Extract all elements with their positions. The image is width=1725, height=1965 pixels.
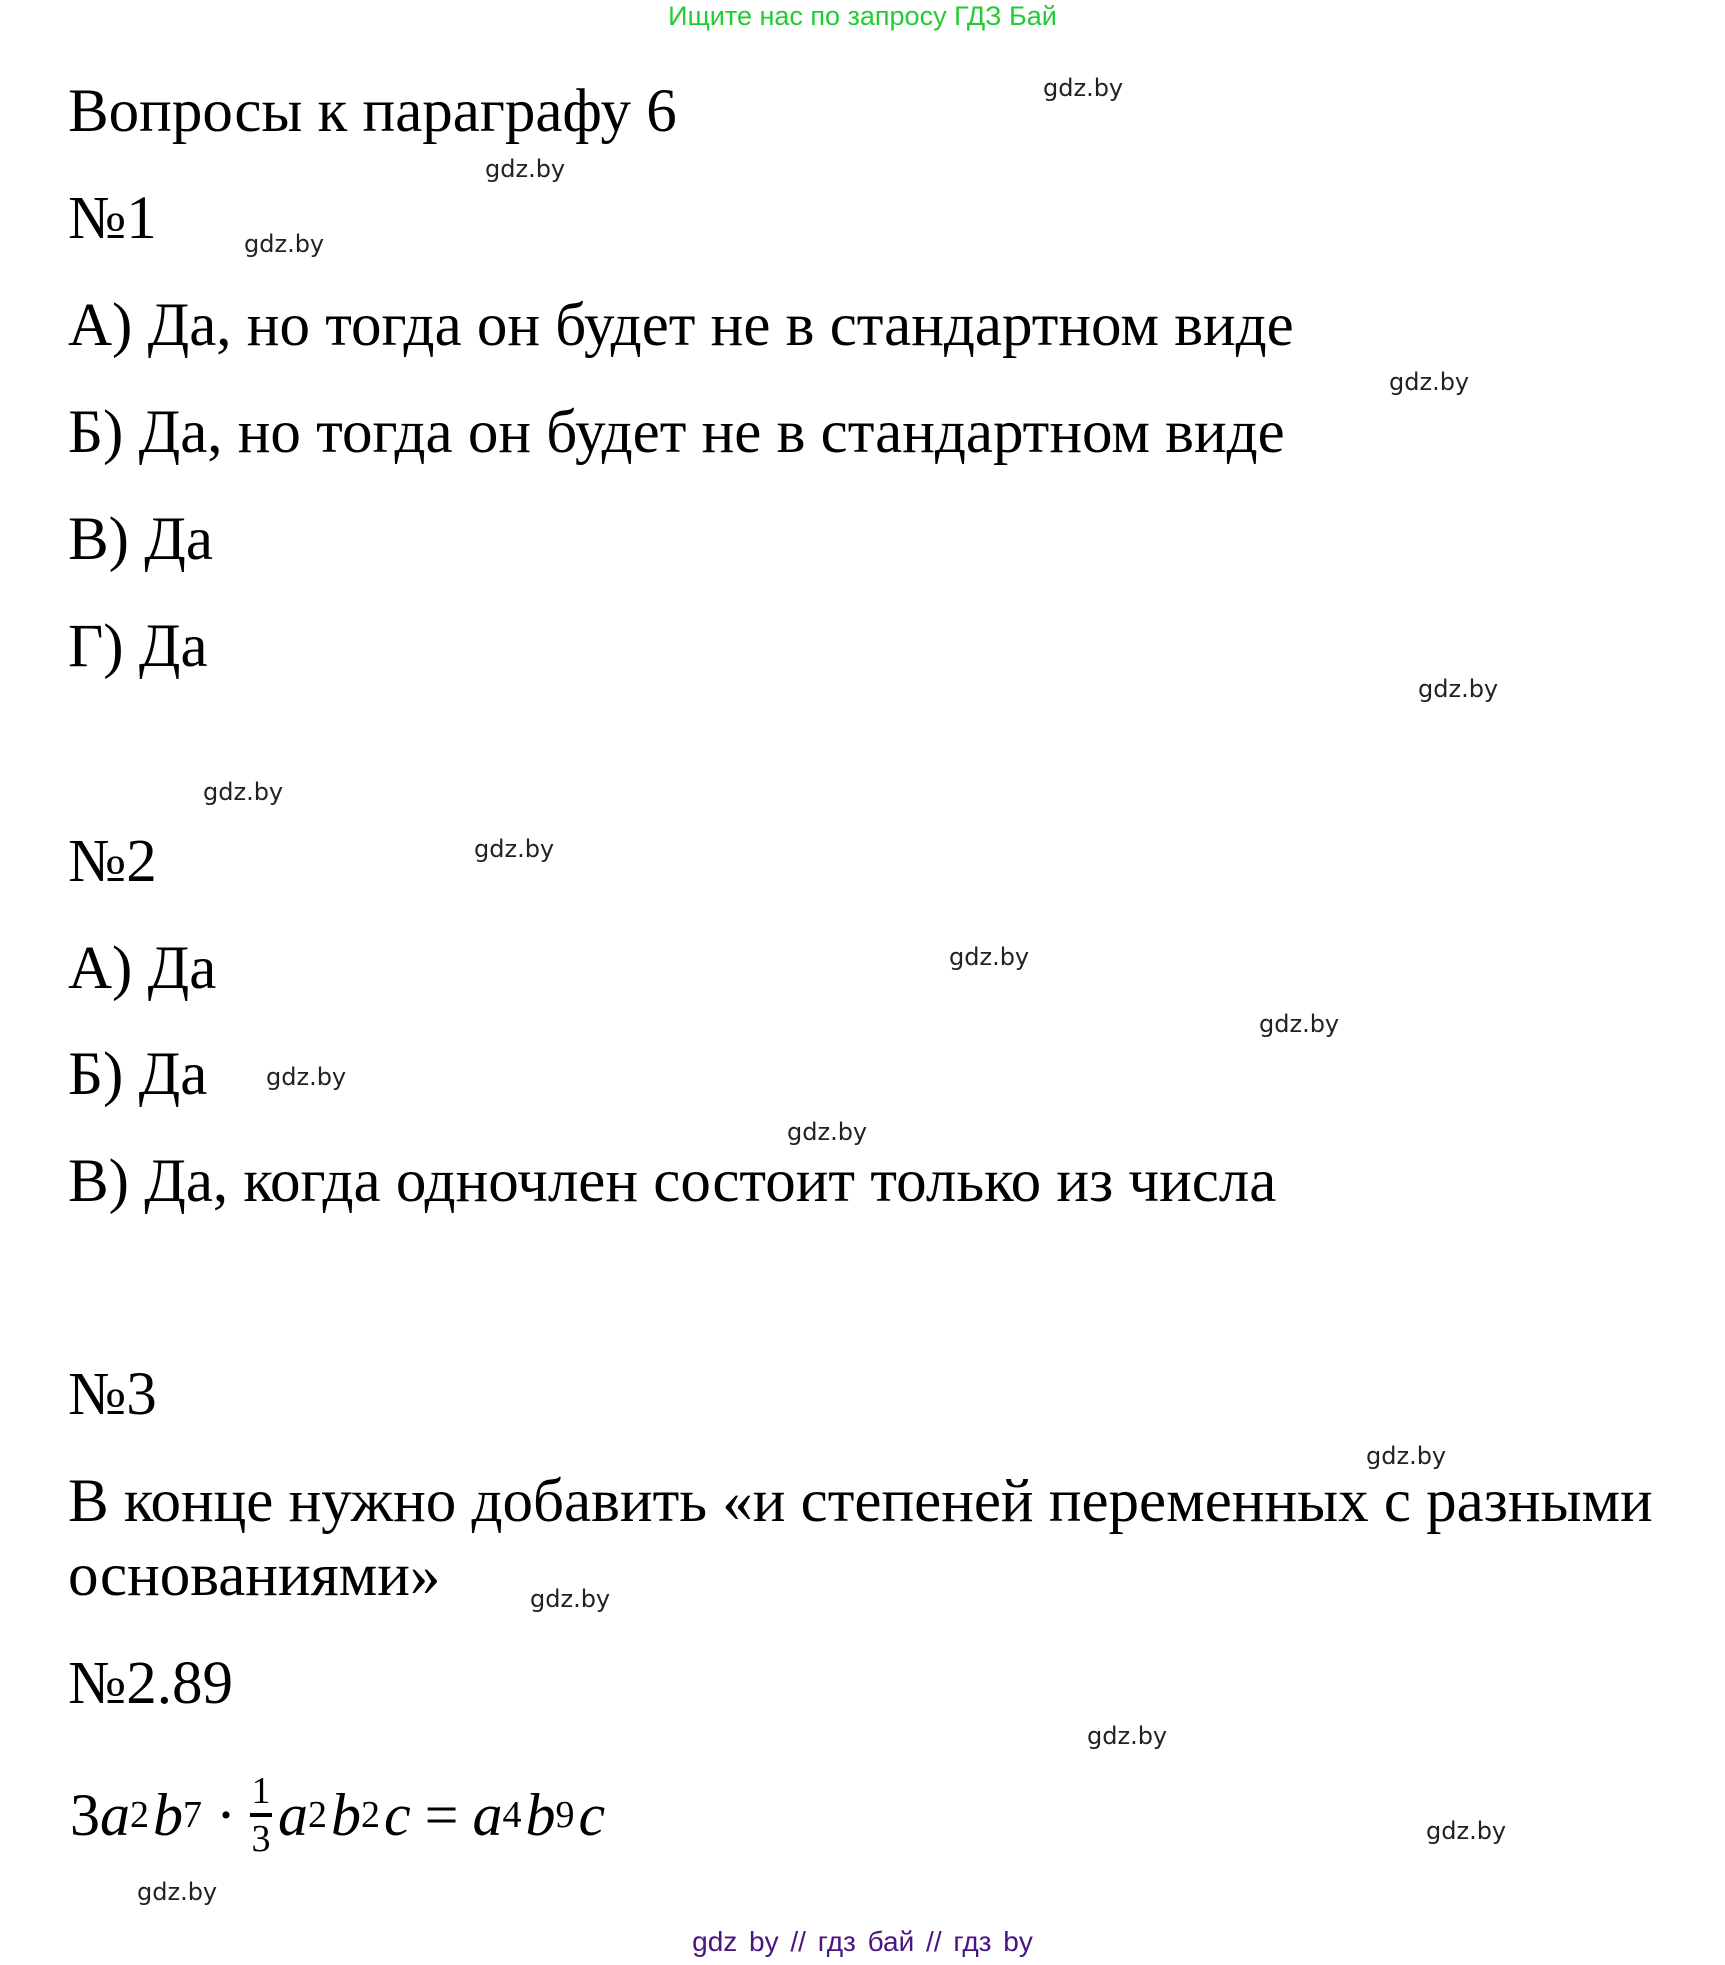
watermark: gdz.by	[949, 943, 1030, 971]
formula-fraction	[250, 1772, 272, 1858]
watermark: gdz.by	[266, 1063, 347, 1091]
formula-multiply-dot: ·	[216, 1781, 236, 1848]
exercise-2-89-formula: 3 a 2 b 7 · $\frac{1}{3}$ a 2 b 2 c = a 4 b 9 c	[70, 1770, 606, 1860]
question-3-text-line-2: основаниями»	[68, 1542, 441, 1609]
question-2-answer-a: А) Да	[68, 935, 217, 1002]
watermark: gdz.by	[1418, 675, 1499, 703]
question-2-answer-b: Б) Да	[68, 1041, 208, 1108]
formula-var-b: b	[330, 1781, 361, 1848]
formula-var-c: c	[383, 1781, 411, 1848]
question-1-answer-a: А) Да, но тогда он будет не в стандартном виде	[68, 292, 1294, 359]
formula-var-a: a	[472, 1781, 503, 1848]
watermark: gdz.by	[244, 230, 325, 258]
fraction-bar	[250, 1813, 272, 1817]
footer-links: gdz by // гдз бай // гдз by	[692, 1926, 1033, 1957]
fraction-numerator: 1	[251, 1770, 271, 1812]
formula-coefficient: 3	[70, 1781, 100, 1848]
watermark: gdz.by	[530, 1585, 611, 1613]
watermark: gdz.by	[1389, 368, 1470, 396]
formula-var-a: a	[100, 1781, 130, 1848]
question-2-heading: №2	[68, 828, 157, 895]
formula-var-c: c	[578, 1781, 606, 1848]
exercise-2-89-heading: №2.89	[68, 1650, 233, 1717]
question-1-heading: №1	[68, 185, 157, 252]
watermark: gdz.by	[137, 1878, 218, 1906]
watermark: gdz.by	[1366, 1442, 1447, 1470]
watermark: gdz.by	[485, 155, 566, 183]
page-title: Вопросы к параграфу 6	[68, 78, 677, 145]
formula-var-a: a	[277, 1781, 308, 1848]
formula-equals: =	[424, 1781, 459, 1848]
watermark: gdz.by	[1087, 1722, 1168, 1750]
question-1-answer-v: В) Да	[68, 506, 213, 573]
watermark: gdz.by	[474, 835, 555, 863]
question-3-text-line-1: В конце нужно добавить «и степеней переменных с разными	[68, 1468, 1653, 1535]
question-3-heading: №3	[68, 1361, 157, 1428]
fraction-denominator: 3	[251, 1818, 271, 1860]
watermark: gdz.by	[203, 778, 284, 806]
formula-var-b: b	[525, 1781, 556, 1848]
question-2-answer-v: В) Да, когда одночлен состоит только из числа	[68, 1148, 1277, 1215]
watermark: gdz.by	[1043, 74, 1124, 102]
formula-var-b: b	[153, 1781, 183, 1848]
question-1-answer-g: Г) Да	[68, 613, 208, 680]
watermark: gdz.by	[1259, 1010, 1340, 1038]
watermark: gdz.by	[1426, 1817, 1507, 1845]
watermark: gdz.by	[787, 1118, 868, 1146]
search-banner: Ищите нас по запросу ГДЗ Бай	[668, 1, 1057, 31]
question-1-answer-b: Б) Да, но тогда он будет не в стандартном виде	[68, 399, 1285, 466]
